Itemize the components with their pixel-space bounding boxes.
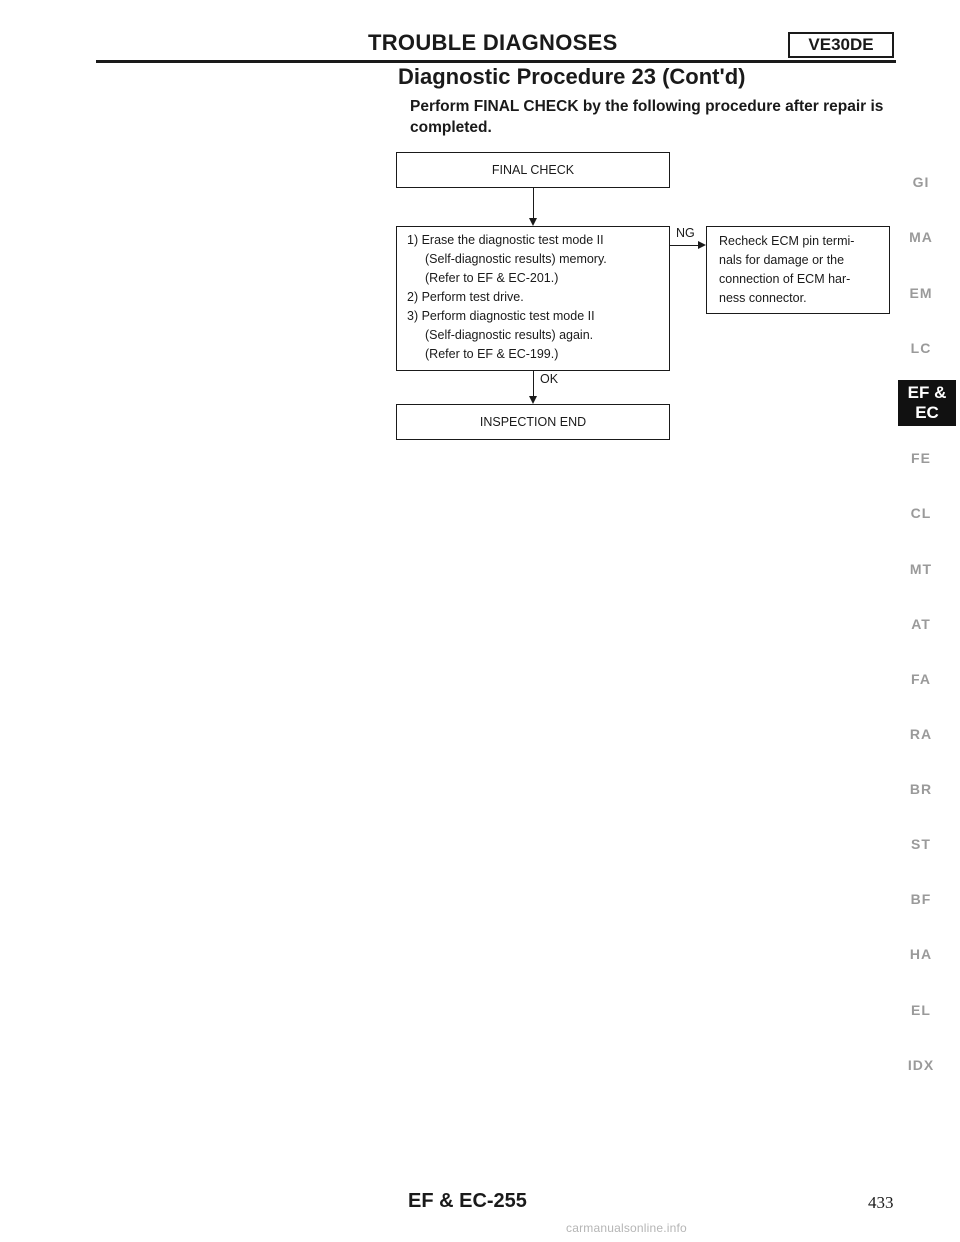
page-code: EF & EC-255 xyxy=(408,1190,527,1212)
engine-badge: VE30DE xyxy=(788,32,894,58)
side-tab-fa[interactable]: FA xyxy=(911,671,931,687)
step-line: (Self-diagnostic results) memory. xyxy=(425,252,607,266)
side-tab-ef-ec-active[interactable] xyxy=(898,380,956,426)
recheck-box xyxy=(706,226,890,314)
side-tab-ha[interactable]: HA xyxy=(909,946,933,962)
section-title: Diagnostic Procedure 23 (Cont'd) xyxy=(398,64,746,89)
steps-box xyxy=(396,226,670,371)
side-tab-idx[interactable]: IDX xyxy=(907,1057,935,1073)
side-tab-el[interactable]: EL xyxy=(911,1002,931,1018)
step-line: 2) Perform test drive. xyxy=(407,290,524,304)
connector-line xyxy=(670,245,698,246)
side-tab-mt[interactable]: MT xyxy=(909,561,933,577)
recheck-line: Recheck ECM pin termi- xyxy=(719,234,855,248)
recheck-line: nals for damage or the xyxy=(719,253,845,267)
side-tab-bf[interactable]: BF xyxy=(910,891,932,907)
recheck-line: ness connector. xyxy=(719,291,807,305)
inspection-end-box: INSPECTION END xyxy=(396,404,670,440)
header-rule xyxy=(96,60,896,63)
step-line: (Refer to EF & EC-199.) xyxy=(425,347,559,361)
arrow-down-icon xyxy=(529,218,537,226)
side-tab-br[interactable]: BR xyxy=(909,781,933,797)
side-tab-label: EF & xyxy=(907,383,947,402)
final-check-box: FINAL CHECK xyxy=(396,152,670,188)
side-tab-lc[interactable]: LC xyxy=(910,340,932,356)
side-tab-st[interactable]: ST xyxy=(911,836,931,852)
side-tab-label: EC xyxy=(915,403,939,422)
side-tab-cl[interactable]: CL xyxy=(910,505,932,521)
page-number: 433 xyxy=(868,1193,894,1212)
arrow-down-icon xyxy=(529,396,537,404)
ok-label: OK xyxy=(540,372,559,386)
watermark: carmanualsonline.info xyxy=(566,1221,687,1235)
step-line: (Self-diagnostic results) again. xyxy=(425,328,594,342)
connector-line xyxy=(533,188,534,218)
side-tab-at[interactable]: AT xyxy=(911,616,931,632)
connector-line xyxy=(533,371,534,396)
recheck-line: connection of ECM har- xyxy=(719,272,851,286)
step-line: (Refer to EF & EC-201.) xyxy=(425,271,559,285)
side-tab-ma[interactable]: MA xyxy=(909,229,933,245)
step-line: 1) Erase the diagnostic test mode II xyxy=(407,233,604,247)
side-tab-gi[interactable]: GI xyxy=(912,174,930,190)
header-title: TROUBLE DIAGNOSES xyxy=(368,30,618,55)
ng-label: NG xyxy=(676,226,695,240)
side-tab-em[interactable]: EM xyxy=(909,285,933,301)
arrow-right-icon xyxy=(698,241,706,249)
step-line: 3) Perform diagnostic test mode II xyxy=(407,309,595,323)
side-tab-fe[interactable]: FE xyxy=(911,450,931,466)
side-tab-ra[interactable]: RA xyxy=(909,726,933,742)
intro-text: Perform FINAL CHECK by the following procedure after repair is completed. xyxy=(410,98,884,136)
